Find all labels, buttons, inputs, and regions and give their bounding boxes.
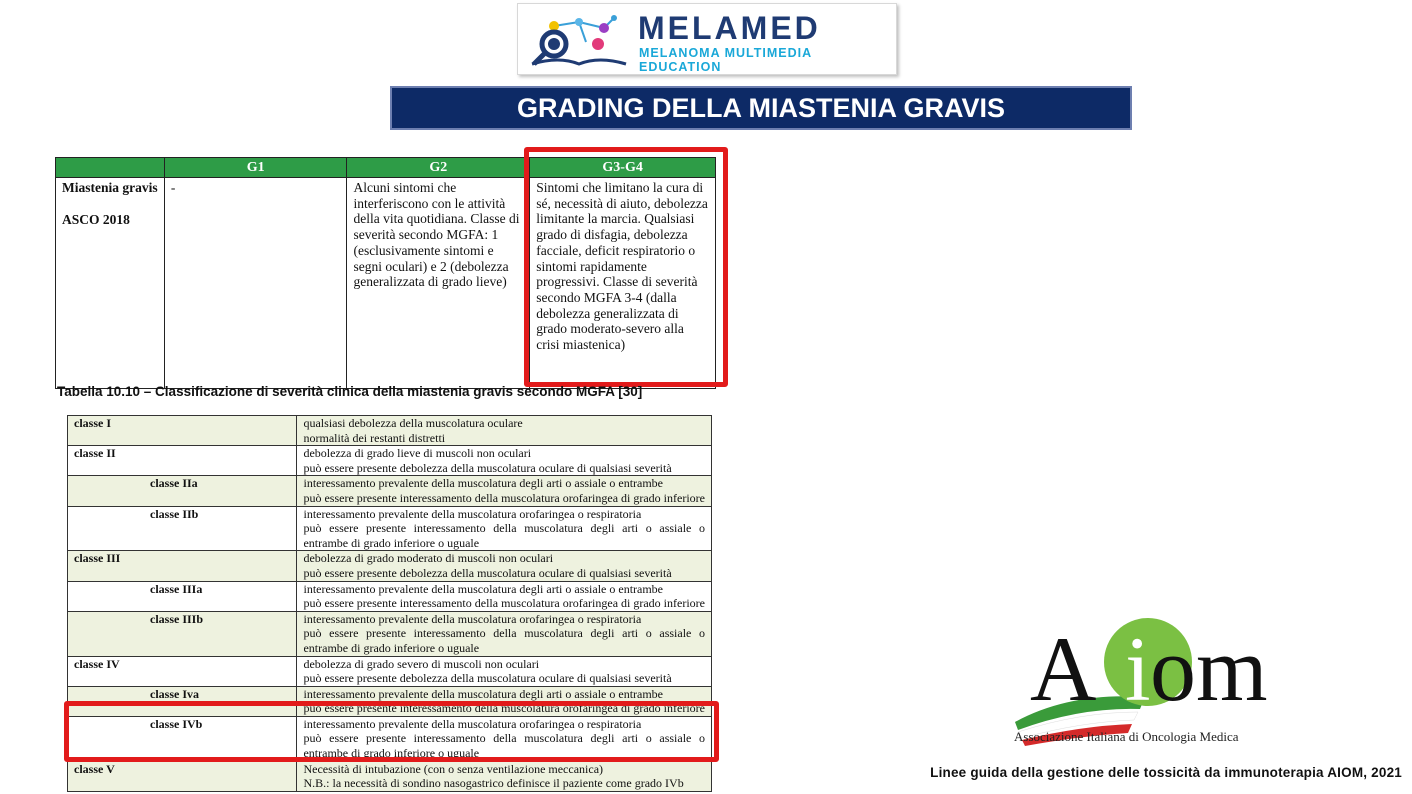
- aiom-logo-text: A: [1030, 618, 1097, 720]
- mgfa-description-line: può essere presente interessamento della muscolatura degli arti o assiale o: [303, 731, 705, 746]
- mgfa-class-label: classe IIIb: [68, 611, 297, 656]
- mgfa-row: [68, 476, 712, 506]
- mgfa-description-line: qualsiasi debolezza della muscolatura oculare: [303, 416, 523, 430]
- highlight-ivb-box: [64, 701, 719, 762]
- mgfa-class-description: [297, 611, 712, 656]
- mgfa-class-label: classe II: [68, 446, 297, 476]
- grading-header-g3g4: G3-G4: [530, 158, 716, 178]
- grading-cell-g3g4: Sintomi che limitano la cura di sé, necessità di aiuto, debolezza limitante la marcia. Qualsiasi grado di disfagia, debolezza facciale, deficit respiratorio o sintomi rapidamente progressivi. Classe di severità secondo MGFA 3-4 (dalla debolezza generalizzata di grado moderato-severo alla crisi miastenica): [530, 178, 716, 389]
- mgfa-description-line: interessamento prevalente della muscolatura orofaringea o respiratoria: [303, 506, 642, 521]
- grading-header-g2: G2: [347, 158, 530, 178]
- aiom-caption: Associazione Italiana di Oncologia Medica: [1014, 729, 1239, 744]
- grading-cell-g2: Alcuni sintomi che interferiscono con le attività della vita quotidiana. Classe di severità secondo MGFA: 1 (esclusivamente sintomi e segni oculari) e 2 (debolezza generalizzata di grado lieve): [347, 178, 530, 389]
- mgfa-row: [68, 656, 712, 686]
- highlight-g3g4-box: [524, 147, 728, 387]
- mgfa-row: [68, 761, 712, 791]
- melamed-molecule-icon: [524, 12, 634, 68]
- mgfa-class-label: classe IIb: [68, 506, 297, 551]
- grading-header-empty: [56, 158, 165, 178]
- svg-text:om: om: [1150, 618, 1268, 720]
- mgfa-description-line: può essere presente interessamento della muscolatura degli arti o assiale o: [303, 626, 705, 641]
- guideline-source: ASCO 2018: [62, 211, 130, 227]
- mgfa-description-line: può essere presente debolezza della muscolatura oculare di qualsiasi severità: [303, 565, 672, 580]
- mgfa-description-line: debolezza di grado severo di muscoli non oculari: [303, 656, 540, 671]
- mgfa-description-line: interessamento prevalente della muscolatura orofaringea o respiratoria: [303, 716, 642, 731]
- mgfa-description-line: normalità dei restanti distretti: [303, 430, 446, 445]
- mgfa-class-label: classe III: [68, 551, 297, 581]
- page-title: GRADING DELLA MIASTENIA GRAVIS: [390, 86, 1132, 130]
- mgfa-table-caption: Tabella 10.10 – Classificazione di severità clinica della miastenia gravis secondo MGFA [30]: [57, 384, 643, 399]
- mgfa-description-line: può essere presente interessamento della muscolatura orofaringea di grado inferiore: [303, 490, 705, 505]
- mgfa-description-line: interessamento prevalente della muscolatura degli arti o assiale o entrambe: [303, 581, 664, 596]
- mgfa-description-line: entrambe di grado inferiore o uguale: [303, 640, 480, 655]
- mgfa-class-description: [297, 761, 712, 791]
- mgfa-description-line: interessamento prevalente della muscolatura degli arti o assiale o entrambe: [303, 686, 664, 701]
- grading-cell-g1: -: [164, 178, 347, 389]
- mgfa-description-line: può essere presente interessamento della muscolatura degli arti o assiale o: [303, 521, 705, 536]
- mgfa-row: [68, 416, 712, 446]
- mgfa-description-line: entrambe di grado inferiore o uguale: [303, 535, 480, 550]
- mgfa-description-line: può essere presente debolezza della muscolatura oculare di qualsiasi severità: [303, 460, 672, 475]
- mgfa-description-line: debolezza di grado moderato di muscoli non oculari: [303, 551, 554, 566]
- mgfa-class-description: [297, 551, 712, 581]
- mgfa-row: [68, 446, 712, 476]
- mgfa-description-line: può essere presente interessamento della muscolatura orofaringea di grado inferiore: [303, 596, 705, 611]
- mgfa-description-line: può essere presente interessamento della muscolatura orofaringea di grado inferiore: [303, 701, 705, 716]
- mgfa-class-description: [297, 476, 712, 506]
- mgfa-description-line: N.B.: la necessità di sondino nasogastrico definisce il paziente come grado IVb: [303, 776, 684, 791]
- footer-citation: Linee guida della gestione delle tossicità da immunoterapia AIOM, 2021: [930, 765, 1402, 780]
- grading-header-g1: G1: [164, 158, 347, 178]
- melamed-subtitle: MELANOMA MULTIMEDIA EDUCATION: [639, 46, 812, 74]
- mgfa-row: [68, 611, 712, 656]
- mgfa-class-description: [297, 656, 712, 686]
- melamed-logo: [517, 3, 897, 75]
- mgfa-description-line: interessamento prevalente della muscolatura orofaringea o respiratoria: [303, 611, 642, 626]
- mgfa-row: [68, 506, 712, 551]
- melamed-title: MELAMED: [638, 10, 821, 46]
- mgfa-class-label: classe IVb: [68, 716, 297, 761]
- mgfa-class-label: classe IIIa: [68, 581, 297, 611]
- aiom-logo: [1010, 612, 1270, 747]
- mgfa-class-label: classe Iva: [68, 686, 297, 716]
- mgfa-class-description: [297, 416, 712, 446]
- mgfa-class-label: classe IV: [68, 656, 297, 686]
- mgfa-description-line: debolezza di grado lieve di muscoli non oculari: [303, 446, 532, 461]
- mgfa-class-description: [297, 446, 712, 476]
- mgfa-class-description: [297, 581, 712, 611]
- mgfa-row: [68, 551, 712, 581]
- mgfa-description-line: può essere presente debolezza della muscolatura oculare di qualsiasi severità: [303, 671, 672, 686]
- svg-text:i: i: [1125, 618, 1151, 720]
- grading-row-head: [56, 178, 165, 389]
- mgfa-class-label: classe I: [68, 416, 297, 446]
- mgfa-class-description: [297, 506, 712, 551]
- mgfa-class-label: classe IIa: [68, 476, 297, 506]
- mgfa-class-label: classe V: [68, 761, 297, 791]
- condition-name: Miastenia gravis: [62, 180, 158, 195]
- mgfa-description-line: Necessità di intubazione (con o senza ventilazione meccanica): [303, 761, 604, 776]
- mgfa-description-line: entrambe di grado inferiore o uguale: [303, 746, 480, 761]
- mgfa-row: [68, 581, 712, 611]
- mgfa-description-line: interessamento prevalente della muscolatura degli arti o assiale o entrambe: [303, 476, 664, 491]
